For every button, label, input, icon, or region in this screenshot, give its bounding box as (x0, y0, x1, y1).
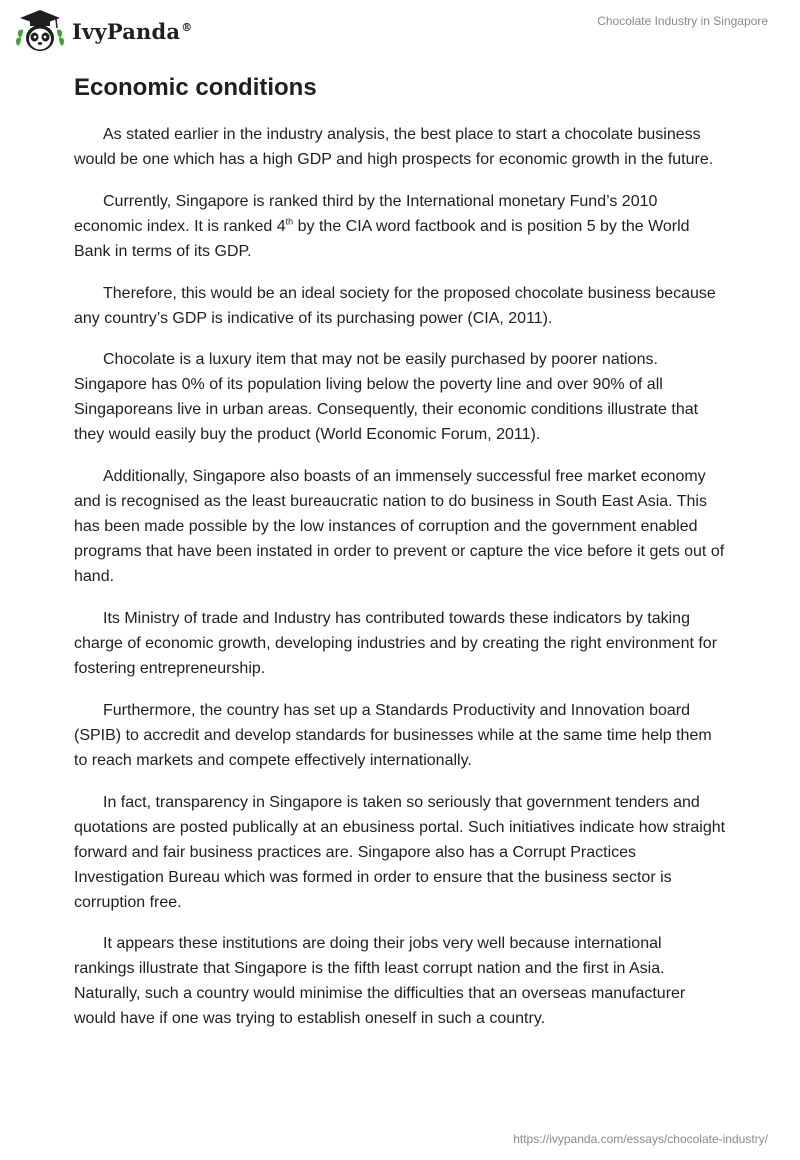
paragraph-5: Additionally, Singapore also boasts of an immensely successful free market economy and is recognised as the least bureaucratic nation to do business in South East Asia. This has been made possible by the low instances of corruption and the government enabled programs that have been instated in order to prevent or capture the vice before it gets out of hand. (74, 468, 725, 586)
panda-graduate-icon (14, 8, 66, 54)
paragraph-4: Chocolate is a luxury item that may not be easily purchased by poorer nations. Singapore has 0% of its population living below the poverty line and over 90% of all Singaporeans live in urban areas. Consequently, their economic conditions illustrate that they would easily buy the product (World Economic Forum, 2011). (74, 351, 699, 444)
section-heading: Economic conditions (74, 74, 317, 101)
article-body (74, 72, 726, 1048)
document-title: Chocolate Industry in Singapore (597, 14, 768, 28)
paragraph-2-tail: by the CIA word factbook and is position 5 by the World Bank in terms of its GDP. (74, 217, 690, 260)
paragraph-3: Therefore, this would be an ideal society for the proposed chocolate business because any country’s GDP is indicative of its purchasing power (CIA, 2011). (74, 284, 716, 327)
ordinal-suffix: th (285, 216, 294, 227)
paragraph-2-text: Currently, Singapore is ranked third by the International monetary Fund’s 2010 economic index. It is ranked 4 (74, 192, 658, 235)
brand-name: IvyPanda® (72, 18, 193, 44)
page-header (0, 0, 800, 62)
paragraph-9: It appears these institutions are doing their jobs very well because international rankings illustrate that Singapore is the fifth least corrupt nation and the first in Asia. Naturally, such a country would minimise the difficulties that an overseas manufacturer would have if one was trying to establish oneself in such a country. (74, 935, 686, 1028)
paragraph-8: In fact, transparency in Singapore is taken so seriously that government tenders and quotations are posted publically at an ebusiness portal. Such initiatives indicate how straight forward and fair business practices are. Singapore also has a Corrupt Practices Investigation Bureau which was formed in order to ensure that the business sector is corruption free. (74, 793, 726, 911)
paragraph-7: Furthermore, the country has set up a Standards Productivity and Innovation board (SPIB) to accredit and develop standards for businesses while at the same time help them to reach markets and compete effectively internationally. (74, 701, 712, 769)
ivypanda-logo[interactable] (14, 8, 192, 54)
registered-mark: ® (181, 20, 193, 34)
paragraph-1: As stated earlier in the industry analysis, the best place to start a chocolate business would be one which has a high GDP and high prospects for economic growth in the future. (74, 126, 714, 168)
paragraph-2 (74, 189, 726, 264)
source-url[interactable]: https://ivypanda.com/essays/chocolate-industry/ (513, 1132, 768, 1146)
paragraph-6: Its Ministry of trade and Industry has contributed towards these indicators by taking charge of economic growth, developing industries and by creating the right environment for fostering entrepreneurship. (74, 609, 718, 677)
